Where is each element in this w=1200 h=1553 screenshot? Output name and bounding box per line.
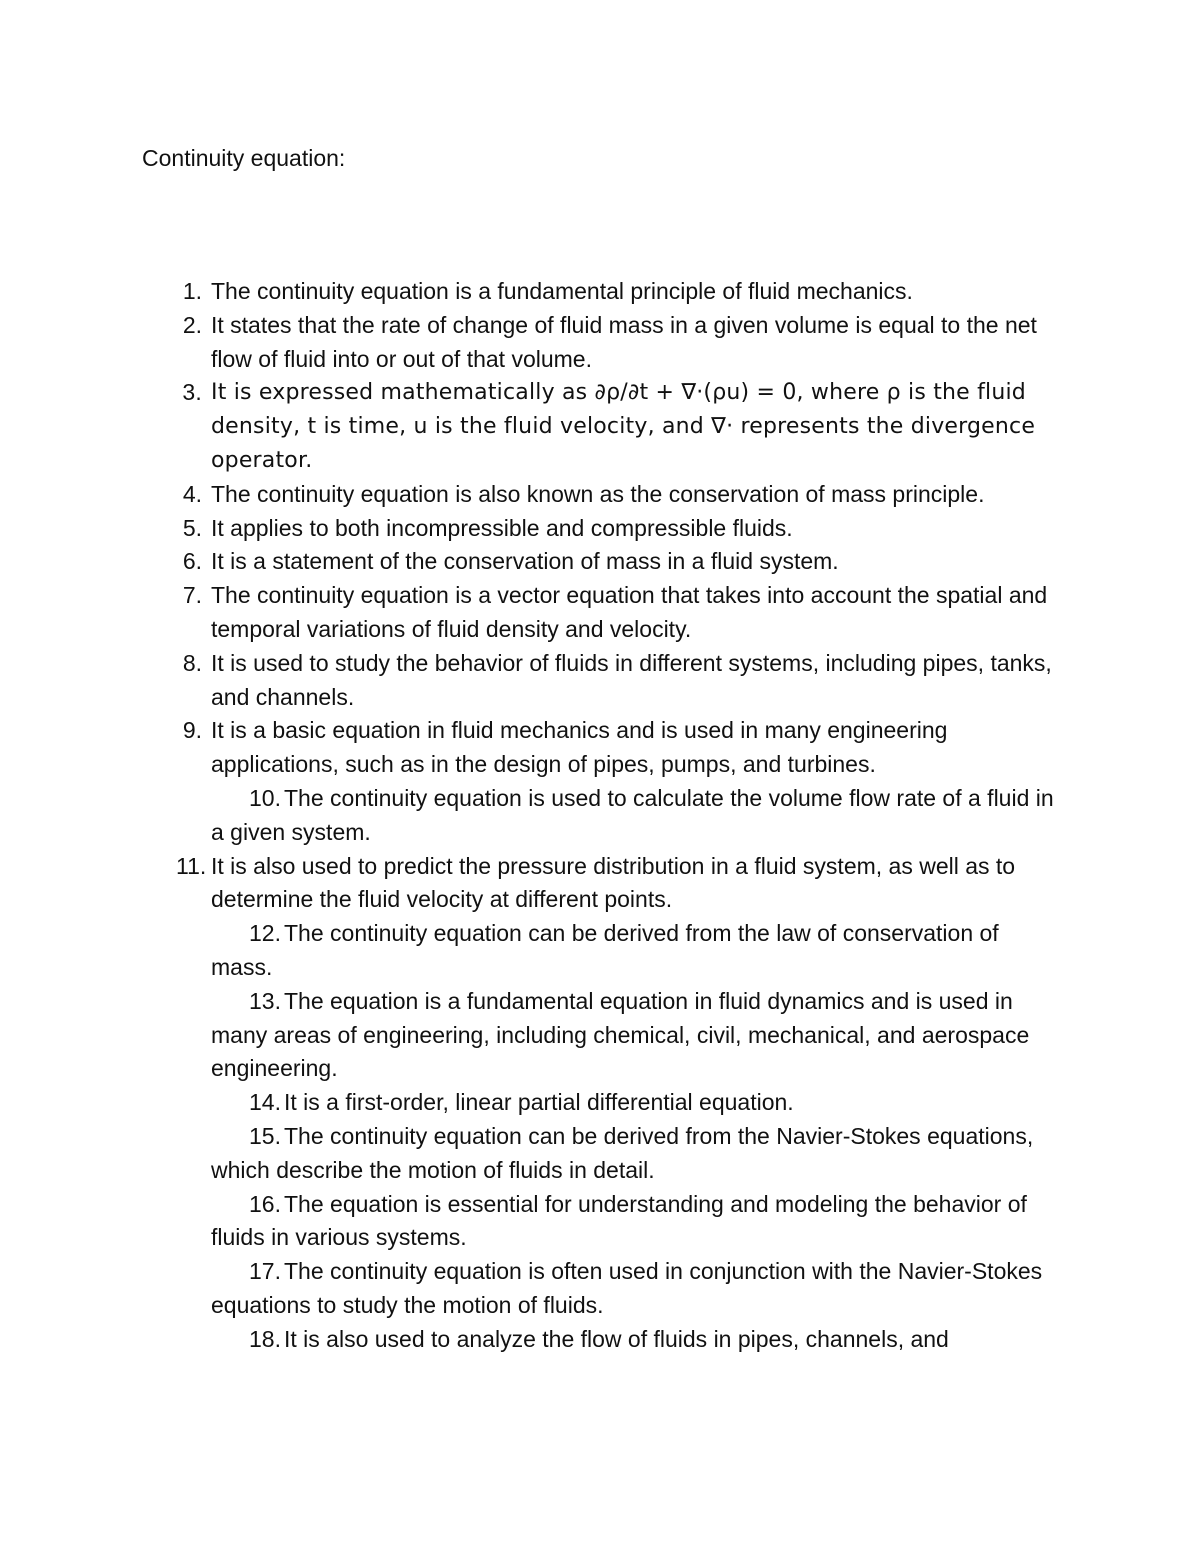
list-number: 18. — [249, 1325, 281, 1352]
list-item — [0, 309, 1200, 377]
list-item-text: The continuity equation is a vector equation that takes into account the spatial and temporal variations of fluid density and velocity. — [211, 582, 1048, 642]
list-number: 8. — [182, 649, 202, 676]
list-item — [0, 579, 1200, 647]
list-number: 5. — [182, 514, 202, 541]
list-item — [0, 1188, 1200, 1256]
list-item — [0, 1255, 1200, 1323]
list-number: 13. — [249, 987, 281, 1014]
list-number: 15. — [249, 1122, 281, 1149]
list-item-text: It applies to both incompressible and compressible fluids. — [211, 514, 793, 541]
list-item — [0, 275, 1200, 309]
list-number: 3. — [182, 379, 202, 406]
list-number: 4. — [182, 480, 202, 507]
list-item — [0, 917, 1200, 985]
list-item-text: It is used to study the behavior of fluids in different systems, including pipes, tanks, and channels. — [211, 649, 1052, 710]
list-item — [0, 376, 1200, 477]
numbered-list — [0, 275, 1200, 1357]
list-number: 12. — [249, 920, 281, 947]
list-item — [0, 512, 1200, 546]
list-item-text: It states that the rate of change of fluid mass in a given volume is equal to the net flow of fluid into or out of that volume. — [211, 311, 1037, 372]
list-item — [0, 1086, 1200, 1120]
list-number: 7. — [182, 582, 202, 609]
list-item — [0, 714, 1200, 782]
list-item — [0, 782, 1200, 850]
list-number: 11. — [176, 852, 207, 879]
list-item-text: It is expressed mathematically as ∂ρ/∂t + ∇·(ρu) = 0, where ρ is the fluid density, t is time, u is the fluid velocity, and ∇· represents the divergence operator. — [211, 380, 1036, 473]
list-item-text: The continuity equation is also known as the conservation of mass principle. — [211, 480, 985, 507]
list-number: 14. — [249, 1089, 281, 1116]
list-number: 1. — [182, 278, 202, 304]
list-number: 17. — [249, 1258, 281, 1285]
list-item — [0, 647, 1200, 715]
list-item-text: It is a basic equation in fluid mechanics and is used in many engineering applications, such as in the design of pipes, pumps, and turbines. — [211, 717, 948, 778]
list-number: 10. — [249, 784, 281, 811]
list-item-text: It is also used to predict the pressure distribution in a fluid system, as well as to determine the fluid velocity at different points. — [211, 852, 1016, 913]
list-number: 6. — [182, 548, 202, 575]
list-item-text: The continuity equation can be derived from the Navier-Stokes equations, which describe the motion of fluids in detail. — [211, 1122, 1034, 1183]
list-item-text: The continuity equation is a fundamental principle of fluid mechanics. — [211, 278, 913, 304]
list-item — [0, 850, 1200, 918]
list-item-text: The equation is a fundamental equation in fluid dynamics and is used in many areas of engineering, including chemical, civil, mechanical, and aerospace engineering. — [211, 987, 1030, 1082]
list-item-text: It is also used to analyze the flow of fluids in pipes, channels, and — [284, 1325, 949, 1352]
list-item-text: It is a statement of the conservation of mass in a fluid system. — [211, 548, 839, 575]
list-number: 9. — [182, 717, 202, 744]
list-item — [0, 1323, 1200, 1357]
list-item — [0, 545, 1200, 579]
list-item-text: The continuity equation is used to calculate the volume flow rate of a fluid in a given system. — [211, 784, 1054, 845]
document-title: Continuity equation: — [142, 145, 346, 171]
list-item — [0, 985, 1200, 1086]
list-item-text: The continuity equation is often used in conjunction with the Navier-Stokes equations to study the motion of fluids. — [211, 1258, 1043, 1318]
list-item-text: The continuity equation can be derived from the law of conservation of mass. — [211, 920, 999, 980]
list-number: 2. — [182, 311, 202, 338]
list-item-text: The equation is essential for understanding and modeling the behavior of fluids in various systems. — [211, 1190, 1027, 1251]
list-number: 16. — [249, 1190, 281, 1217]
list-item — [0, 1120, 1200, 1188]
list-item-text: It is a first-order, linear partial differential equation. — [284, 1089, 794, 1116]
list-item — [0, 478, 1200, 512]
